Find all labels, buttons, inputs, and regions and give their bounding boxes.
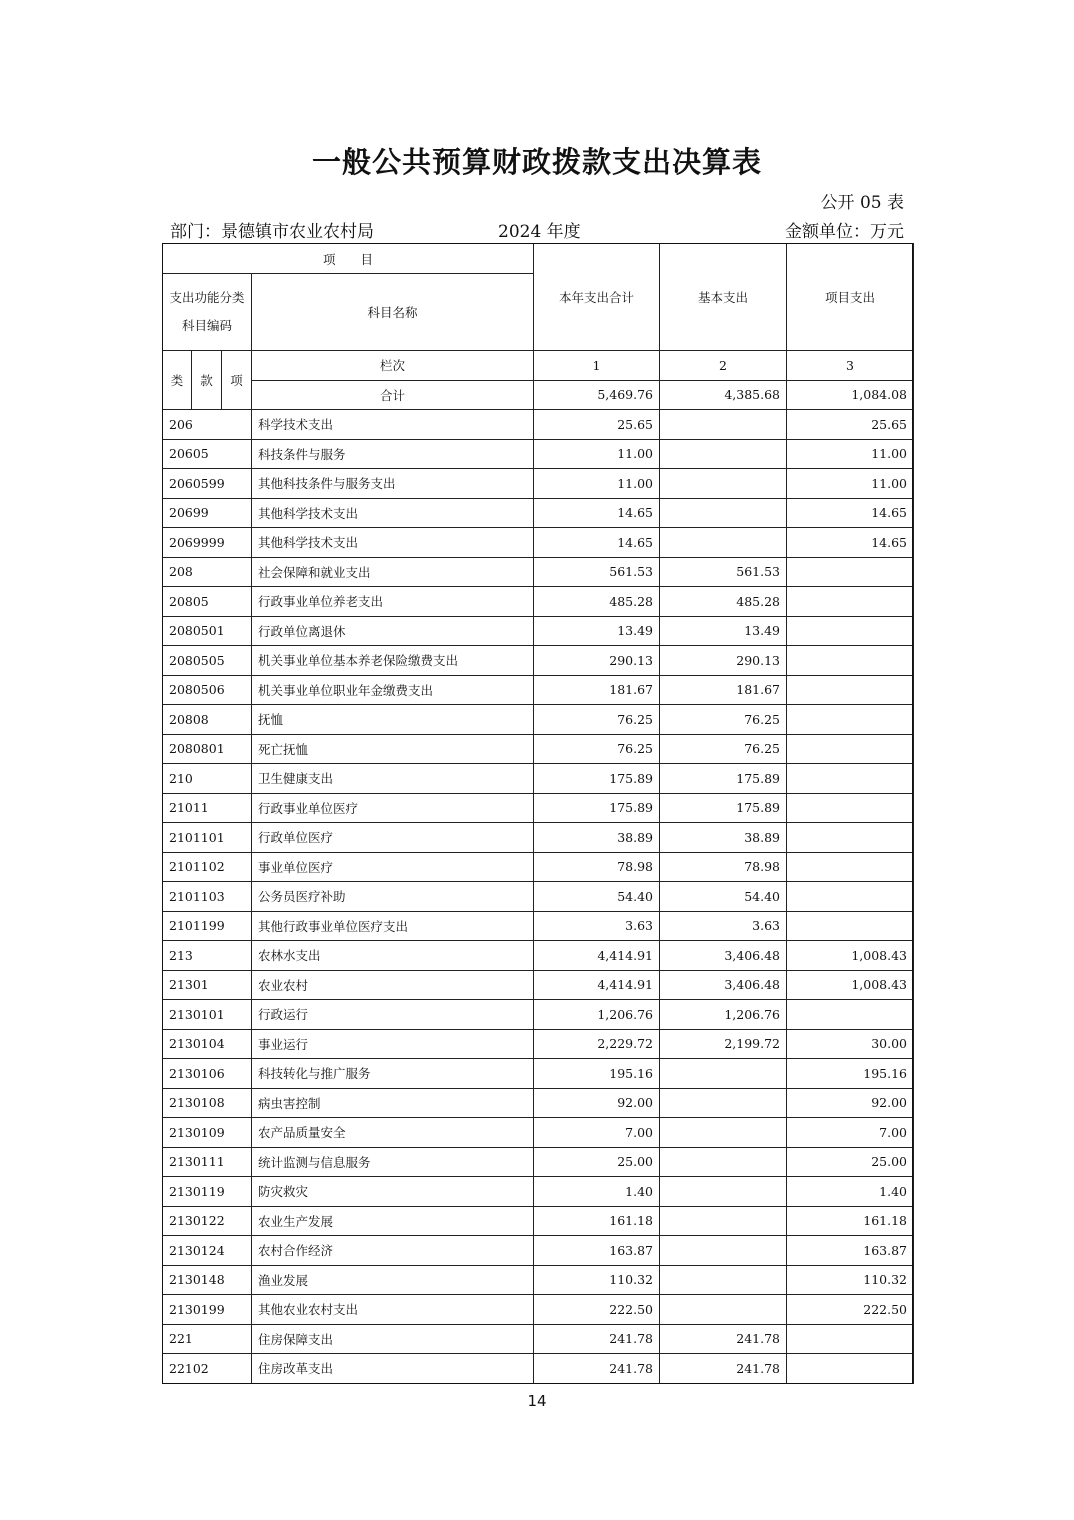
row-subject-name: 科技转化与推广服务 bbox=[252, 1059, 534, 1089]
row-basic bbox=[660, 1265, 787, 1295]
row-subject-name: 死亡抚恤 bbox=[252, 734, 534, 764]
table-row bbox=[163, 1177, 914, 1207]
row-project bbox=[787, 587, 914, 617]
sum-label: 合计 bbox=[252, 380, 534, 410]
row-subject-name: 农业农村 bbox=[252, 970, 534, 1000]
row-code: 206 bbox=[163, 410, 252, 440]
row-basic bbox=[660, 528, 787, 558]
row-total: 11.00 bbox=[534, 469, 660, 499]
row-basic bbox=[660, 1295, 787, 1325]
row-project: 222.50 bbox=[787, 1295, 914, 1325]
header-project: 项目支出 bbox=[787, 244, 914, 351]
row-basic: 13.49 bbox=[660, 616, 787, 646]
row-project: 30.00 bbox=[787, 1029, 914, 1059]
table-row bbox=[163, 498, 914, 528]
row-project: 25.65 bbox=[787, 410, 914, 440]
row-total: 78.98 bbox=[534, 852, 660, 882]
row-basic: 76.25 bbox=[660, 734, 787, 764]
row-basic: 2,199.72 bbox=[660, 1029, 787, 1059]
table-row bbox=[163, 1236, 914, 1266]
row-code: 21011 bbox=[163, 793, 252, 823]
page-title: 一般公共预算财政拨款支出决算表 bbox=[311, 145, 762, 179]
row-total: 175.89 bbox=[534, 764, 660, 794]
row-subject-name: 事业运行 bbox=[252, 1029, 534, 1059]
row-basic bbox=[660, 1059, 787, 1089]
header-row-order bbox=[163, 351, 914, 381]
row-code: 2130104 bbox=[163, 1029, 252, 1059]
page-number: 14 bbox=[527, 1392, 547, 1410]
row-project: 14.65 bbox=[787, 528, 914, 558]
row-project: 110.32 bbox=[787, 1265, 914, 1295]
table-row bbox=[163, 1059, 914, 1089]
row-subject-name: 公务员医疗补助 bbox=[252, 882, 534, 912]
row-total: 222.50 bbox=[534, 1295, 660, 1325]
row-total: 241.78 bbox=[534, 1324, 660, 1354]
row-code: 213 bbox=[163, 941, 252, 971]
row-subject-name: 抚恤 bbox=[252, 705, 534, 735]
row-subject-name: 其他行政事业单位医疗支出 bbox=[252, 911, 534, 941]
sum-row bbox=[163, 380, 914, 410]
row-project: 1.40 bbox=[787, 1177, 914, 1207]
row-code: 2130108 bbox=[163, 1088, 252, 1118]
row-total: 92.00 bbox=[534, 1088, 660, 1118]
table-row bbox=[163, 970, 914, 1000]
row-code: 2130109 bbox=[163, 1118, 252, 1148]
row-code: 20605 bbox=[163, 439, 252, 469]
row-code: 2130124 bbox=[163, 1236, 252, 1266]
table-row bbox=[163, 1118, 914, 1148]
row-code: 20808 bbox=[163, 705, 252, 735]
table-row bbox=[163, 1295, 914, 1325]
row-code: 2080506 bbox=[163, 675, 252, 705]
row-basic bbox=[660, 1177, 787, 1207]
row-project: 11.00 bbox=[787, 469, 914, 499]
row-subject-name: 事业单位医疗 bbox=[252, 852, 534, 882]
row-total: 14.65 bbox=[534, 498, 660, 528]
table-row bbox=[163, 557, 914, 587]
header-col-order: 栏次 bbox=[252, 351, 534, 381]
table-row bbox=[163, 1265, 914, 1295]
row-total: 11.00 bbox=[534, 439, 660, 469]
table-row bbox=[163, 823, 914, 853]
header-kuan: 款 bbox=[192, 351, 222, 410]
row-total: 13.49 bbox=[534, 616, 660, 646]
row-project bbox=[787, 764, 914, 794]
row-subject-name: 卫生健康支出 bbox=[252, 764, 534, 794]
header-total: 本年支出合计 bbox=[534, 244, 660, 351]
row-basic: 3,406.48 bbox=[660, 941, 787, 971]
row-basic bbox=[660, 469, 787, 499]
row-code: 2080505 bbox=[163, 646, 252, 676]
row-project: 1,008.43 bbox=[787, 941, 914, 971]
table-row bbox=[163, 1088, 914, 1118]
row-project bbox=[787, 557, 914, 587]
row-subject-name: 行政事业单位养老支出 bbox=[252, 587, 534, 617]
header-lei: 类 bbox=[163, 351, 192, 410]
row-subject-name: 统计监测与信息服务 bbox=[252, 1147, 534, 1177]
row-project bbox=[787, 852, 914, 882]
row-basic bbox=[660, 1118, 787, 1148]
row-subject-name: 渔业发展 bbox=[252, 1265, 534, 1295]
row-project bbox=[787, 705, 914, 735]
row-basic bbox=[660, 498, 787, 528]
row-subject-name: 其他科学技术支出 bbox=[252, 498, 534, 528]
row-subject-name: 农村合作经济 bbox=[252, 1236, 534, 1266]
table-row bbox=[163, 734, 914, 764]
table-row bbox=[163, 882, 914, 912]
row-project: 25.00 bbox=[787, 1147, 914, 1177]
budget-table bbox=[162, 243, 914, 1384]
header-subject-name: 科目名称 bbox=[252, 274, 534, 351]
row-project bbox=[787, 911, 914, 941]
row-subject-name: 农产品质量安全 bbox=[252, 1118, 534, 1148]
table-row bbox=[163, 1324, 914, 1354]
row-project bbox=[787, 734, 914, 764]
row-code: 210 bbox=[163, 764, 252, 794]
row-subject-name: 行政事业单位医疗 bbox=[252, 793, 534, 823]
row-basic: 485.28 bbox=[660, 587, 787, 617]
row-project: 7.00 bbox=[787, 1118, 914, 1148]
row-total: 163.87 bbox=[534, 1236, 660, 1266]
row-total: 54.40 bbox=[534, 882, 660, 912]
row-basic: 290.13 bbox=[660, 646, 787, 676]
row-code: 2101103 bbox=[163, 882, 252, 912]
row-project: 195.16 bbox=[787, 1059, 914, 1089]
fiscal-year-label: 2024 年度 bbox=[498, 222, 581, 242]
row-code: 208 bbox=[163, 557, 252, 587]
row-total: 241.78 bbox=[534, 1354, 660, 1384]
table-row bbox=[163, 1000, 914, 1030]
row-project bbox=[787, 793, 914, 823]
row-basic: 1,206.76 bbox=[660, 1000, 787, 1030]
row-subject-name: 其他科技条件与服务支出 bbox=[252, 469, 534, 499]
row-total: 561.53 bbox=[534, 557, 660, 587]
row-total: 76.25 bbox=[534, 705, 660, 735]
row-subject-name: 住房保障支出 bbox=[252, 1324, 534, 1354]
row-project: 163.87 bbox=[787, 1236, 914, 1266]
row-subject-name: 其他农业农村支出 bbox=[252, 1295, 534, 1325]
row-code: 2130122 bbox=[163, 1206, 252, 1236]
row-code: 2130148 bbox=[163, 1265, 252, 1295]
row-code: 22102 bbox=[163, 1354, 252, 1384]
row-total: 175.89 bbox=[534, 793, 660, 823]
table-row bbox=[163, 587, 914, 617]
row-project bbox=[787, 1354, 914, 1384]
row-code: 20805 bbox=[163, 587, 252, 617]
row-project bbox=[787, 1324, 914, 1354]
row-code: 2060599 bbox=[163, 469, 252, 499]
row-basic: 54.40 bbox=[660, 882, 787, 912]
row-basic bbox=[660, 1147, 787, 1177]
row-project bbox=[787, 1000, 914, 1030]
row-basic bbox=[660, 1206, 787, 1236]
row-code: 2080801 bbox=[163, 734, 252, 764]
row-project bbox=[787, 646, 914, 676]
row-subject-name: 住房改革支出 bbox=[252, 1354, 534, 1384]
table-row bbox=[163, 439, 914, 469]
row-basic: 38.89 bbox=[660, 823, 787, 853]
header-row-item bbox=[163, 244, 914, 274]
row-basic: 241.78 bbox=[660, 1324, 787, 1354]
row-basic bbox=[660, 1088, 787, 1118]
row-total: 181.67 bbox=[534, 675, 660, 705]
sum-basic: 4,385.68 bbox=[660, 380, 787, 410]
row-total: 38.89 bbox=[534, 823, 660, 853]
row-basic: 3,406.48 bbox=[660, 970, 787, 1000]
row-project bbox=[787, 823, 914, 853]
row-basic: 78.98 bbox=[660, 852, 787, 882]
row-project: 92.00 bbox=[787, 1088, 914, 1118]
sum-project: 1,084.08 bbox=[787, 380, 914, 410]
row-subject-name: 病虫害控制 bbox=[252, 1088, 534, 1118]
row-code: 20699 bbox=[163, 498, 252, 528]
table-row bbox=[163, 675, 914, 705]
table-row bbox=[163, 793, 914, 823]
row-subject-name: 行政单位离退休 bbox=[252, 616, 534, 646]
row-project: 1,008.43 bbox=[787, 970, 914, 1000]
row-subject-name: 农业生产发展 bbox=[252, 1206, 534, 1236]
table-row bbox=[163, 1029, 914, 1059]
row-total: 195.16 bbox=[534, 1059, 660, 1089]
row-basic: 561.53 bbox=[660, 557, 787, 587]
row-code: 2101101 bbox=[163, 823, 252, 853]
sum-total: 5,469.76 bbox=[534, 380, 660, 410]
row-total: 1.40 bbox=[534, 1177, 660, 1207]
row-total: 110.32 bbox=[534, 1265, 660, 1295]
header-col3: 3 bbox=[787, 351, 914, 381]
row-total: 1,206.76 bbox=[534, 1000, 660, 1030]
row-basic: 241.78 bbox=[660, 1354, 787, 1384]
row-subject-name: 社会保障和就业支出 bbox=[252, 557, 534, 587]
row-basic bbox=[660, 410, 787, 440]
row-subject-name: 机关事业单位基本养老保险缴费支出 bbox=[252, 646, 534, 676]
table-row bbox=[163, 646, 914, 676]
form-number: 公开 05 表 bbox=[820, 193, 904, 213]
row-subject-name: 科学技术支出 bbox=[252, 410, 534, 440]
row-code: 2130119 bbox=[163, 1177, 252, 1207]
table-row bbox=[163, 911, 914, 941]
table-row bbox=[163, 528, 914, 558]
row-code: 2130199 bbox=[163, 1295, 252, 1325]
table-row bbox=[163, 764, 914, 794]
row-total: 14.65 bbox=[534, 528, 660, 558]
row-total: 485.28 bbox=[534, 587, 660, 617]
row-code: 21301 bbox=[163, 970, 252, 1000]
row-subject-name: 行政运行 bbox=[252, 1000, 534, 1030]
row-total: 25.00 bbox=[534, 1147, 660, 1177]
table-row bbox=[163, 469, 914, 499]
row-code: 2101102 bbox=[163, 852, 252, 882]
row-total: 2,229.72 bbox=[534, 1029, 660, 1059]
row-project bbox=[787, 616, 914, 646]
table-row bbox=[163, 410, 914, 440]
row-subject-name: 行政单位医疗 bbox=[252, 823, 534, 853]
row-total: 161.18 bbox=[534, 1206, 660, 1236]
row-total: 4,414.91 bbox=[534, 970, 660, 1000]
row-total: 7.00 bbox=[534, 1118, 660, 1148]
row-project: 14.65 bbox=[787, 498, 914, 528]
row-project bbox=[787, 675, 914, 705]
row-basic: 76.25 bbox=[660, 705, 787, 735]
row-basic: 3.63 bbox=[660, 911, 787, 941]
department-label: 部门：景德镇市农业农村局 bbox=[170, 222, 374, 242]
row-basic bbox=[660, 1236, 787, 1266]
table-row bbox=[163, 1354, 914, 1384]
row-basic: 175.89 bbox=[660, 793, 787, 823]
row-code: 2130101 bbox=[163, 1000, 252, 1030]
table-row bbox=[163, 1206, 914, 1236]
row-code: 2069999 bbox=[163, 528, 252, 558]
table-row bbox=[163, 852, 914, 882]
table-row bbox=[163, 616, 914, 646]
row-basic bbox=[660, 439, 787, 469]
row-project bbox=[787, 882, 914, 912]
row-subject-name: 防灾救灾 bbox=[252, 1177, 534, 1207]
row-project: 11.00 bbox=[787, 439, 914, 469]
row-basic: 181.67 bbox=[660, 675, 787, 705]
header-col1: 1 bbox=[534, 351, 660, 381]
row-subject-name: 其他科学技术支出 bbox=[252, 528, 534, 558]
header-func-code: 支出功能分类科目编码 bbox=[163, 274, 252, 351]
header-col2: 2 bbox=[660, 351, 787, 381]
row-total: 290.13 bbox=[534, 646, 660, 676]
row-code: 221 bbox=[163, 1324, 252, 1354]
row-code: 2130111 bbox=[163, 1147, 252, 1177]
row-subject-name: 科技条件与服务 bbox=[252, 439, 534, 469]
amount-unit-label: 金额单位：万元 bbox=[785, 222, 904, 242]
table-row bbox=[163, 941, 914, 971]
row-basic: 175.89 bbox=[660, 764, 787, 794]
row-code: 2130106 bbox=[163, 1059, 252, 1089]
table-row bbox=[163, 1147, 914, 1177]
row-total: 3.63 bbox=[534, 911, 660, 941]
row-subject-name: 农林水支出 bbox=[252, 941, 534, 971]
row-subject-name: 机关事业单位职业年金缴费支出 bbox=[252, 675, 534, 705]
row-code: 2101199 bbox=[163, 911, 252, 941]
table-row bbox=[163, 705, 914, 735]
row-project: 161.18 bbox=[787, 1206, 914, 1236]
row-total: 76.25 bbox=[534, 734, 660, 764]
row-total: 4,414.91 bbox=[534, 941, 660, 971]
header-xiang: 项 bbox=[222, 351, 252, 410]
header-basic: 基本支出 bbox=[660, 244, 787, 351]
header-item: 项 目 bbox=[163, 244, 534, 274]
row-total: 25.65 bbox=[534, 410, 660, 440]
row-code: 2080501 bbox=[163, 616, 252, 646]
